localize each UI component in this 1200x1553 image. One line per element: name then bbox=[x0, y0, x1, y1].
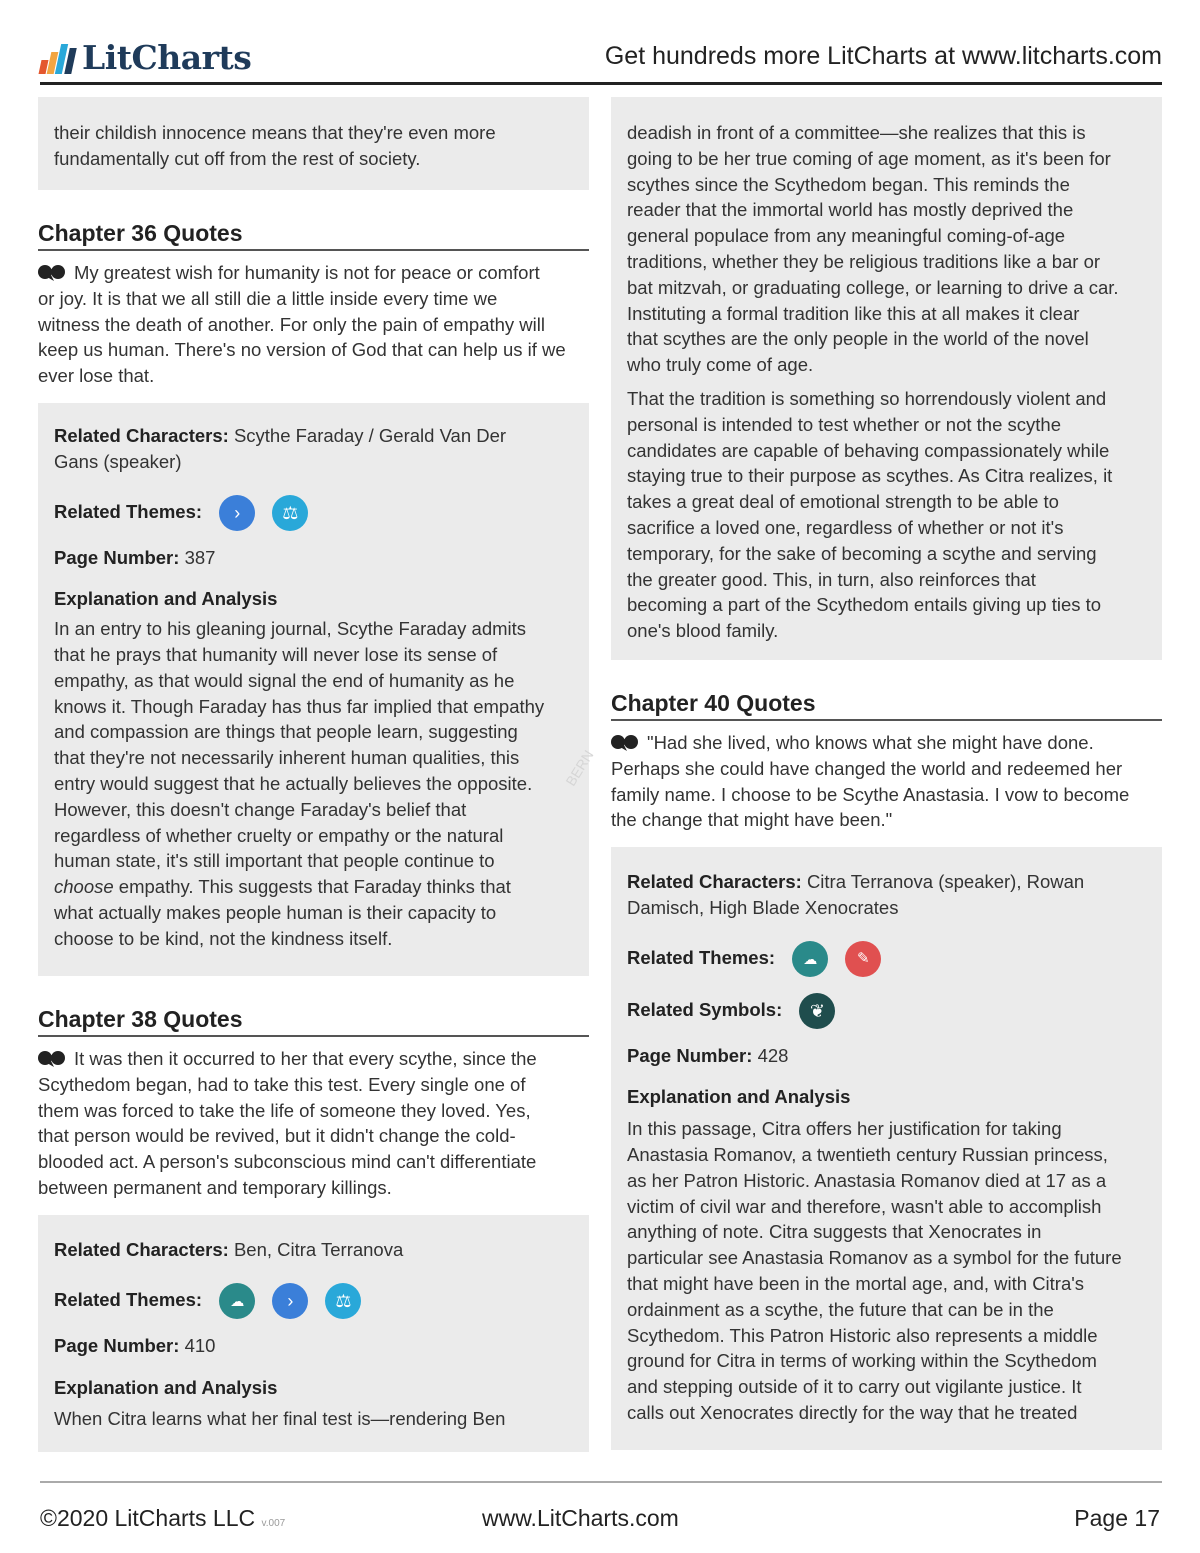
analysis-line: In this passage, Citra offers her justification for taking bbox=[627, 1118, 1062, 1140]
analysis-line: human state, it's still important that people continue to bbox=[54, 850, 495, 872]
analysis-line: That the tradition is something so horrendously violent and bbox=[627, 387, 1107, 409]
chapter-heading: Chapter 36 Quotes bbox=[38, 220, 589, 251]
analysis-line: Anastasia Romanov, a twentieth century Russian princess, bbox=[627, 1143, 1108, 1165]
analysis-line: anything of note. Citra suggests that Xenocrates in bbox=[627, 1221, 1042, 1243]
analysis-line: entry would suggest that he actually believes the opposite. bbox=[54, 772, 533, 794]
quote-line: them was forced to take the life of someone they loved. Yes, bbox=[38, 1099, 531, 1121]
quote-line: witness the death of another. For only the pain of empathy will bbox=[38, 313, 545, 335]
related-characters: Related Characters: Scythe Faraday / Gerald Van Der bbox=[54, 425, 507, 446]
analysis-line: However, this doesn't change Faraday's belief that bbox=[54, 798, 467, 820]
related-characters: Related Characters: Ben, Citra Terranova bbox=[54, 1239, 404, 1260]
related-characters-cont: Damisch, High Blade Xenocrates bbox=[627, 896, 899, 918]
page-number-footer: Page 17 bbox=[1074, 1505, 1160, 1531]
chapter-36-details-box bbox=[38, 403, 589, 976]
analysis-line: personal is intended to test whether or not the scythe bbox=[627, 413, 1061, 435]
analysis-line: In an entry to his gleaning journal, Scythe Faraday admits bbox=[54, 618, 527, 640]
analysis-line: Instituting a formal tradition like this at all makes it clear bbox=[627, 302, 1080, 324]
analysis-line: and compassion are things that people learn, suggesting bbox=[54, 721, 518, 743]
quote-line: keep us human. There's no version of God that can help us if we bbox=[38, 339, 566, 361]
analysis-line: bat mitzvah, or graduating college, or learning to drive a car. bbox=[627, 276, 1119, 298]
chevron-icon[interactable]: › bbox=[219, 495, 255, 531]
analysis-line: that they're not necessarily inherent human qualities, this bbox=[54, 747, 520, 769]
analysis-line: and stepping outside of it to carry out vigilante justice. It bbox=[627, 1376, 1082, 1398]
continued-analysis-box bbox=[611, 97, 1162, 660]
version-label: v.007 bbox=[261, 1518, 286, 1529]
quote-line: Scythedom began, had to take this test. Every single one of bbox=[38, 1073, 526, 1095]
explanation-heading: Explanation and Analysis bbox=[627, 1086, 851, 1108]
analysis-line: regardless of whether cruelty or empathy or the natural bbox=[54, 824, 504, 846]
litcharts-logo[interactable] bbox=[40, 38, 251, 77]
chapter-36-section bbox=[38, 220, 589, 389]
site-link[interactable]: www.LitCharts.com bbox=[482, 1505, 679, 1531]
quote-line: family name. I choose to be Scythe Anastasia. I vow to become bbox=[611, 783, 1130, 805]
quote-line: between permanent and temporary killings. bbox=[38, 1176, 392, 1198]
chapter-38-section bbox=[38, 1006, 589, 1201]
analysis-line: ground for Citra in terms of working within the Scythedom bbox=[627, 1350, 1097, 1372]
analysis-line: knows it. Though Faraday has thus far implied that empathy bbox=[54, 695, 545, 717]
analysis-line: that scythes are the only people in the world of the novel bbox=[627, 328, 1089, 350]
analysis-line: general populace from any meaningful coming-of-age bbox=[627, 225, 1066, 247]
analysis-line: deadish in front of a committee—she realizes that this is bbox=[627, 122, 1086, 143]
analysis-line: their childish innocence means that they're even more bbox=[54, 122, 496, 143]
related-characters-cont: Gans (speaker) bbox=[54, 450, 182, 472]
group-icon[interactable]: ☁ bbox=[219, 1283, 255, 1319]
analysis-line: that might have been in the mortal age, and, with Citra's bbox=[627, 1272, 1085, 1294]
scales-icon[interactable]: ⚖ bbox=[272, 495, 308, 531]
quote-mark-icon bbox=[38, 263, 66, 281]
speech-icon[interactable]: ✎ bbox=[845, 941, 881, 977]
quote-line: blooded act. A person's subconscious mind can't differentiate bbox=[38, 1151, 537, 1173]
quote-line: the change that might have been." bbox=[611, 809, 893, 831]
analysis-line: temporary, for the sake of becoming a scythe and serving bbox=[627, 542, 1097, 564]
page-number: Page Number: 428 bbox=[627, 1044, 789, 1066]
analysis-line: that he prays that humanity will never lose its sense of bbox=[54, 643, 498, 665]
promo-text: Get hundreds more LitCharts at www.litcharts.com bbox=[604, 42, 1162, 70]
analysis-line: fundamentally cut off from the rest of society. bbox=[54, 147, 421, 169]
analysis-line: particular see Anastasia Romanov as a symbol for the future bbox=[627, 1247, 1122, 1269]
page-header bbox=[40, 34, 1162, 85]
analysis-line: sacrifice a loved one, regardless of whether or not it's bbox=[627, 516, 1064, 538]
quote-line: My greatest wish for humanity is not for peace or comfort bbox=[38, 260, 589, 286]
analysis-line: candidates are capable of behaving compassionately while bbox=[627, 439, 1110, 461]
related-themes: Related Themes: › ⚖ bbox=[54, 495, 573, 531]
explanation-heading: Explanation and Analysis bbox=[54, 1376, 278, 1398]
analysis-line: traditions, whether they be religious traditions like a bar or bbox=[627, 250, 1101, 272]
analysis-line: staying true to their purpose as scythes. As Citra realizes, it bbox=[627, 465, 1113, 487]
scales-icon[interactable]: ⚖ bbox=[325, 1283, 361, 1319]
plant-hand-icon[interactable]: ❦ bbox=[799, 993, 835, 1029]
watermark: BERN bbox=[562, 747, 597, 789]
chapter-heading: Chapter 40 Quotes bbox=[611, 690, 1162, 721]
footer-divider bbox=[40, 1481, 1162, 1483]
page-number: Page Number: 410 bbox=[54, 1334, 216, 1356]
quote-line: "Had she lived, who knows what she might have done. bbox=[611, 730, 1162, 756]
analysis-line: ordainment as a scythe, the future that can be in the bbox=[627, 1298, 1054, 1320]
analysis-line: what actually makes people human is their capacity to bbox=[54, 901, 497, 923]
quote-mark-icon bbox=[38, 1049, 66, 1067]
analysis-line: empathy, as that would signal the end of humanity as he bbox=[54, 669, 515, 691]
logo-bars-icon bbox=[40, 42, 76, 74]
analysis-line: Scythedom. This Patron Historic also represents a middle bbox=[627, 1324, 1098, 1346]
logo-text: LitCharts bbox=[82, 38, 252, 77]
quote-line: It was then it occurred to her that every scythe, since the bbox=[38, 1046, 589, 1072]
quote-line: Perhaps she could have changed the world and redeemed her bbox=[611, 757, 1123, 779]
quote-mark-icon bbox=[611, 733, 639, 751]
related-characters: Related Characters: Citra Terranova (speaker), Rowan bbox=[627, 871, 1085, 892]
analysis-line: becoming a part of the Scythedom entails giving up ties to bbox=[627, 594, 1102, 616]
chevron-icon[interactable]: › bbox=[272, 1283, 308, 1319]
quote-line: ever lose that. bbox=[38, 365, 155, 387]
analysis-line: takes a great deal of emotional strength to be able to bbox=[627, 491, 1059, 513]
chapter-40-section bbox=[611, 690, 1162, 833]
analysis-line: the greater good. This, in turn, also reinforces that bbox=[627, 568, 1036, 590]
quote-line: that person would be revived, but it didn't change the cold- bbox=[38, 1125, 516, 1147]
explanation-heading: Explanation and Analysis bbox=[54, 588, 278, 610]
analysis-line: calls out Xenocrates directly for the way that he treated bbox=[627, 1401, 1078, 1423]
analysis-line: When Citra learns what her final test is—rendering Ben bbox=[54, 1408, 506, 1430]
analysis-line: choose to be kind, not the kindness itself. bbox=[54, 927, 393, 949]
analysis-line: who truly come of age. bbox=[627, 354, 814, 376]
analysis-line: reader that the immortal world has mostly deprived the bbox=[627, 199, 1074, 221]
chapter-38-details-box bbox=[38, 1215, 589, 1452]
page-number: Page Number: 387 bbox=[54, 546, 216, 568]
analysis-line: going to be her true coming of age moment, as it's been for bbox=[627, 147, 1111, 169]
quote-line: or joy. It is that we all still die a little inside every time we bbox=[38, 287, 498, 309]
related-themes: Related Themes: ☁ › ⚖ bbox=[54, 1283, 573, 1319]
related-themes: Related Themes: ☁ ✎ bbox=[627, 941, 1146, 977]
analysis-line: scythes since the Scythedom began. This reminds the bbox=[627, 173, 1070, 195]
analysis-line: as her Patron Historic. Anastasia Romanov died at 17 as a bbox=[627, 1169, 1107, 1191]
group-icon[interactable]: ☁ bbox=[792, 941, 828, 977]
copyright: ©2020 LitCharts LLC v.007 bbox=[40, 1505, 286, 1531]
continued-analysis-box bbox=[38, 97, 589, 190]
related-symbols: Related Symbols: ❦ bbox=[627, 993, 1146, 1029]
analysis-line: one's blood family. bbox=[627, 620, 779, 642]
chapter-40-details-box bbox=[611, 847, 1162, 1450]
analysis-line: choose empathy. This suggests that Faraday thinks that bbox=[54, 876, 511, 898]
analysis-line: victim of civil war and therefore, wasn't able to accomplish bbox=[627, 1195, 1102, 1217]
chapter-heading: Chapter 38 Quotes bbox=[38, 1006, 589, 1037]
